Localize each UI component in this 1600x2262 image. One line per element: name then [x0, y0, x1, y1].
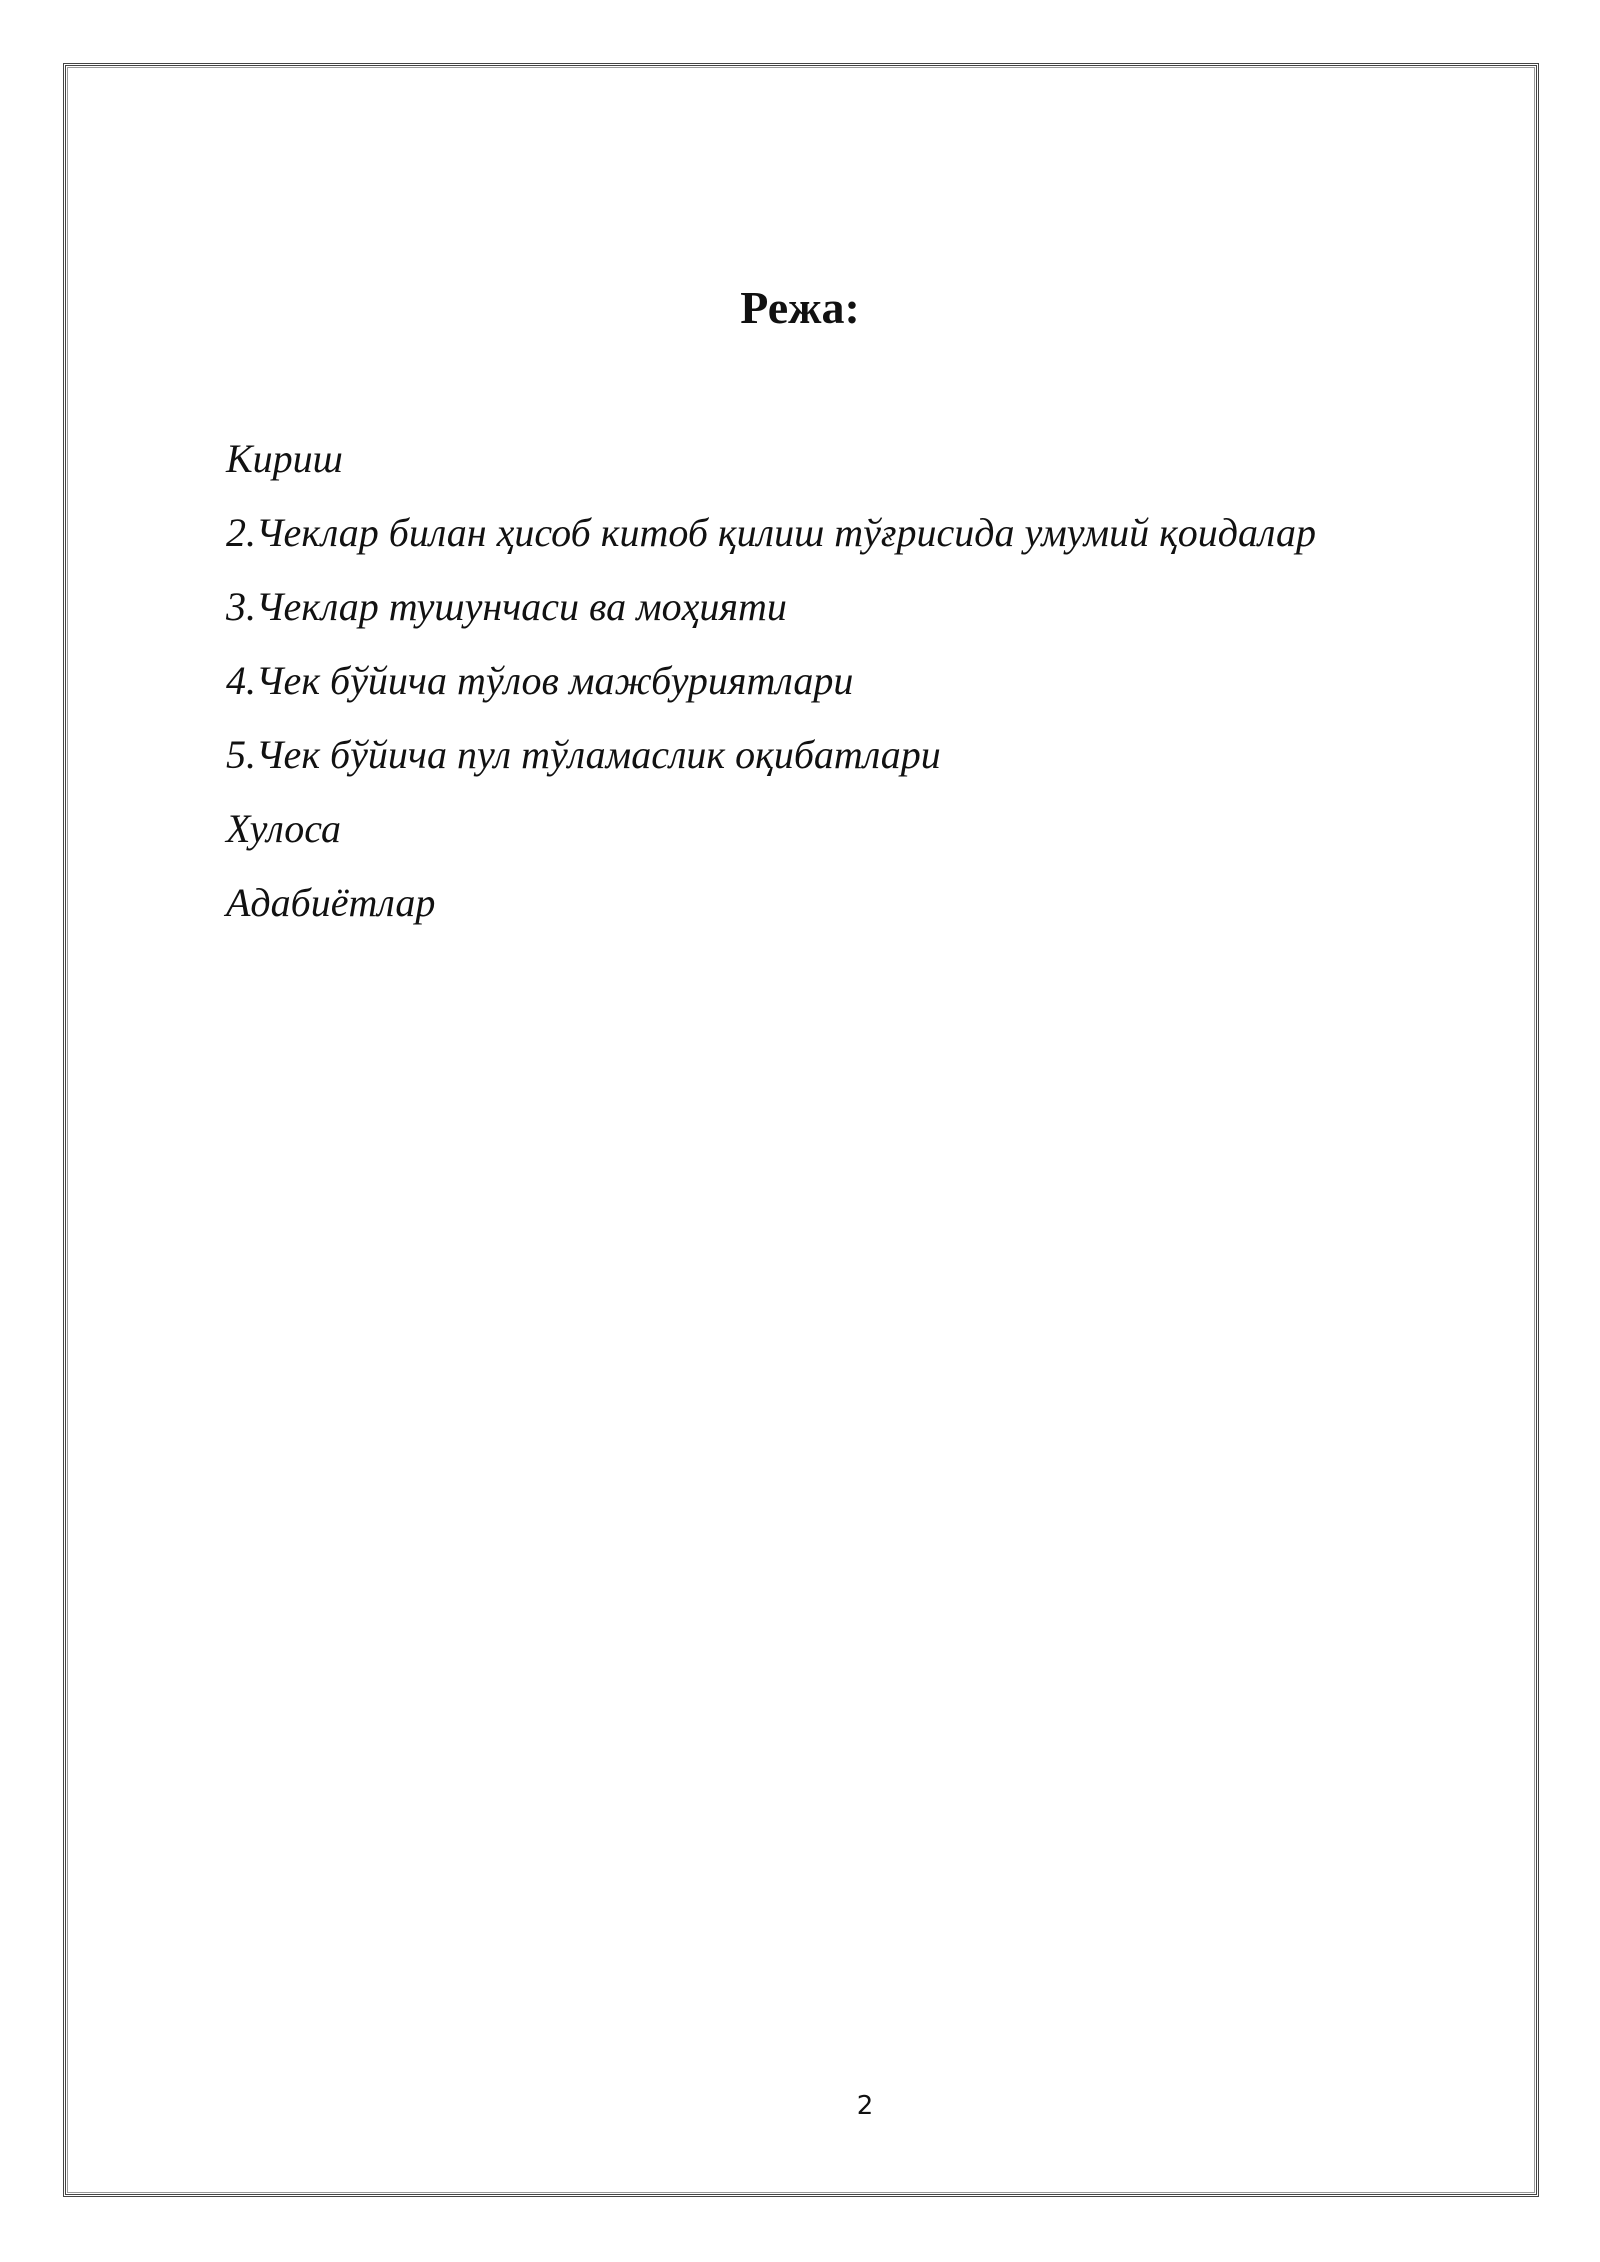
- toc-item-non-payment-consequences: 5.Чек бўйича пул тўламаслик оқибатлари: [226, 732, 941, 777]
- toc-item-references: Адабиётлар: [226, 880, 436, 925]
- toc-item-concept: 3.Чеклар тушунчаси ва моҳияти: [226, 584, 787, 629]
- toc-item-conclusion: Хулоса: [226, 806, 341, 851]
- page-title: Режа:: [740, 282, 860, 333]
- toc-item-general-rules: 2.Чеклар билан ҳисоб китоб қилиш тўғрисида умумий қоидалар: [226, 510, 1316, 555]
- toc-item-introduction: Кириш: [226, 436, 343, 481]
- page-number: 2: [856, 2091, 874, 2121]
- table-of-contents: [226, 422, 1486, 940]
- toc-item-payment-obligations: 4.Чек бўйича тўлов мажбуриятлари: [226, 658, 854, 703]
- page-border: [63, 63, 1539, 2197]
